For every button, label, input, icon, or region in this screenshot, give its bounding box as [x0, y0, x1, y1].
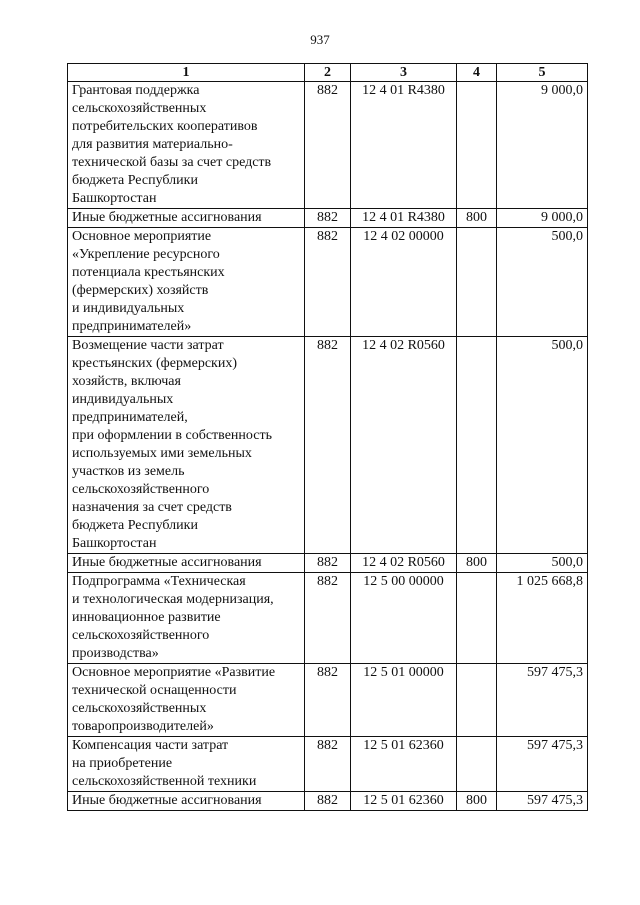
- column-header-5: 5: [497, 64, 588, 82]
- page-number: 937: [310, 32, 330, 47]
- row-expense-type: 800: [457, 792, 497, 811]
- row-expense-type: [457, 337, 497, 554]
- row-ministry-code: 882: [305, 228, 351, 337]
- column-header-2: 2: [305, 64, 351, 82]
- row-amount: 9 000,0: [497, 209, 588, 228]
- row-expense-type: [457, 664, 497, 737]
- row-target-code: 12 4 01 R4380: [351, 82, 457, 209]
- row-name: Иные бюджетные ассигнования: [68, 554, 305, 573]
- row-name: Иные бюджетные ассигнования: [68, 209, 305, 228]
- table-row: [68, 664, 588, 737]
- row-target-code: 12 5 00 00000: [351, 573, 457, 664]
- row-ministry-code: 882: [305, 792, 351, 811]
- row-target-code: 12 4 02 R0560: [351, 554, 457, 573]
- row-ministry-code: 882: [305, 664, 351, 737]
- row-target-code: 12 4 01 R4380: [351, 209, 457, 228]
- row-expense-type: [457, 82, 497, 209]
- table-row: [68, 337, 588, 554]
- row-name: Подпрограмма «Техническая и технологическая модернизация, инновационное развитие сельскохозяйственного производства»: [68, 573, 305, 664]
- row-expense-type: [457, 228, 497, 337]
- column-header-3: 3: [351, 64, 457, 82]
- row-expense-type: [457, 573, 497, 664]
- row-expense-type: [457, 737, 497, 792]
- row-name: Основное мероприятие «Укрепление ресурсного потенциала крестьянских (фермерских) хозяйств и индивидуальных предпринимателей»: [68, 228, 305, 337]
- row-target-code: 12 5 01 62360: [351, 792, 457, 811]
- row-amount: 500,0: [497, 554, 588, 573]
- row-target-code: 12 5 01 00000: [351, 664, 457, 737]
- table-row: [68, 573, 588, 664]
- row-amount: 500,0: [497, 228, 588, 337]
- row-ministry-code: 882: [305, 573, 351, 664]
- row-expense-type: 800: [457, 209, 497, 228]
- row-amount: 597 475,3: [497, 737, 588, 792]
- table-row: [68, 554, 588, 573]
- table-row: [68, 737, 588, 792]
- table-header-row: [68, 64, 588, 82]
- row-name: Иные бюджетные ассигнования: [68, 792, 305, 811]
- row-amount: 597 475,3: [497, 664, 588, 737]
- row-name: Возмещение части затрат крестьянских (фермерских) хозяйств, включая индивидуальных предпринимателей, при оформлении в собственность используемых ими земельных участков из земель сельскохозяйственного назначения за счет средств бюджета Республики Башкортостан: [68, 337, 305, 554]
- row-name: Грантовая поддержка сельскохозяйственных потребительских кооперативов для развития материально- технической базы за счет средств бюджета Республики Башкортостан: [68, 82, 305, 209]
- table-row: [68, 82, 588, 209]
- row-name: Основное мероприятие «Развитие технической оснащенности сельскохозяйственных товаропроизводителей»: [68, 664, 305, 737]
- table-row: [68, 209, 588, 228]
- column-header-1: 1: [68, 64, 305, 82]
- row-ministry-code: 882: [305, 82, 351, 209]
- table-row: [68, 228, 588, 337]
- budget-table: [67, 63, 588, 811]
- row-target-code: 12 4 02 R0560: [351, 337, 457, 554]
- row-target-code: 12 5 01 62360: [351, 737, 457, 792]
- row-amount: 500,0: [497, 337, 588, 554]
- row-ministry-code: 882: [305, 554, 351, 573]
- row-ministry-code: 882: [305, 209, 351, 228]
- row-amount: 1 025 668,8: [497, 573, 588, 664]
- row-amount: 9 000,0: [497, 82, 588, 209]
- table-row: [68, 792, 588, 811]
- row-expense-type: 800: [457, 554, 497, 573]
- row-target-code: 12 4 02 00000: [351, 228, 457, 337]
- row-amount: 597 475,3: [497, 792, 588, 811]
- row-ministry-code: 882: [305, 337, 351, 554]
- row-name: Компенсация части затрат на приобретение сельскохозяйственной техники: [68, 737, 305, 792]
- column-header-4: 4: [457, 64, 497, 82]
- row-ministry-code: 882: [305, 737, 351, 792]
